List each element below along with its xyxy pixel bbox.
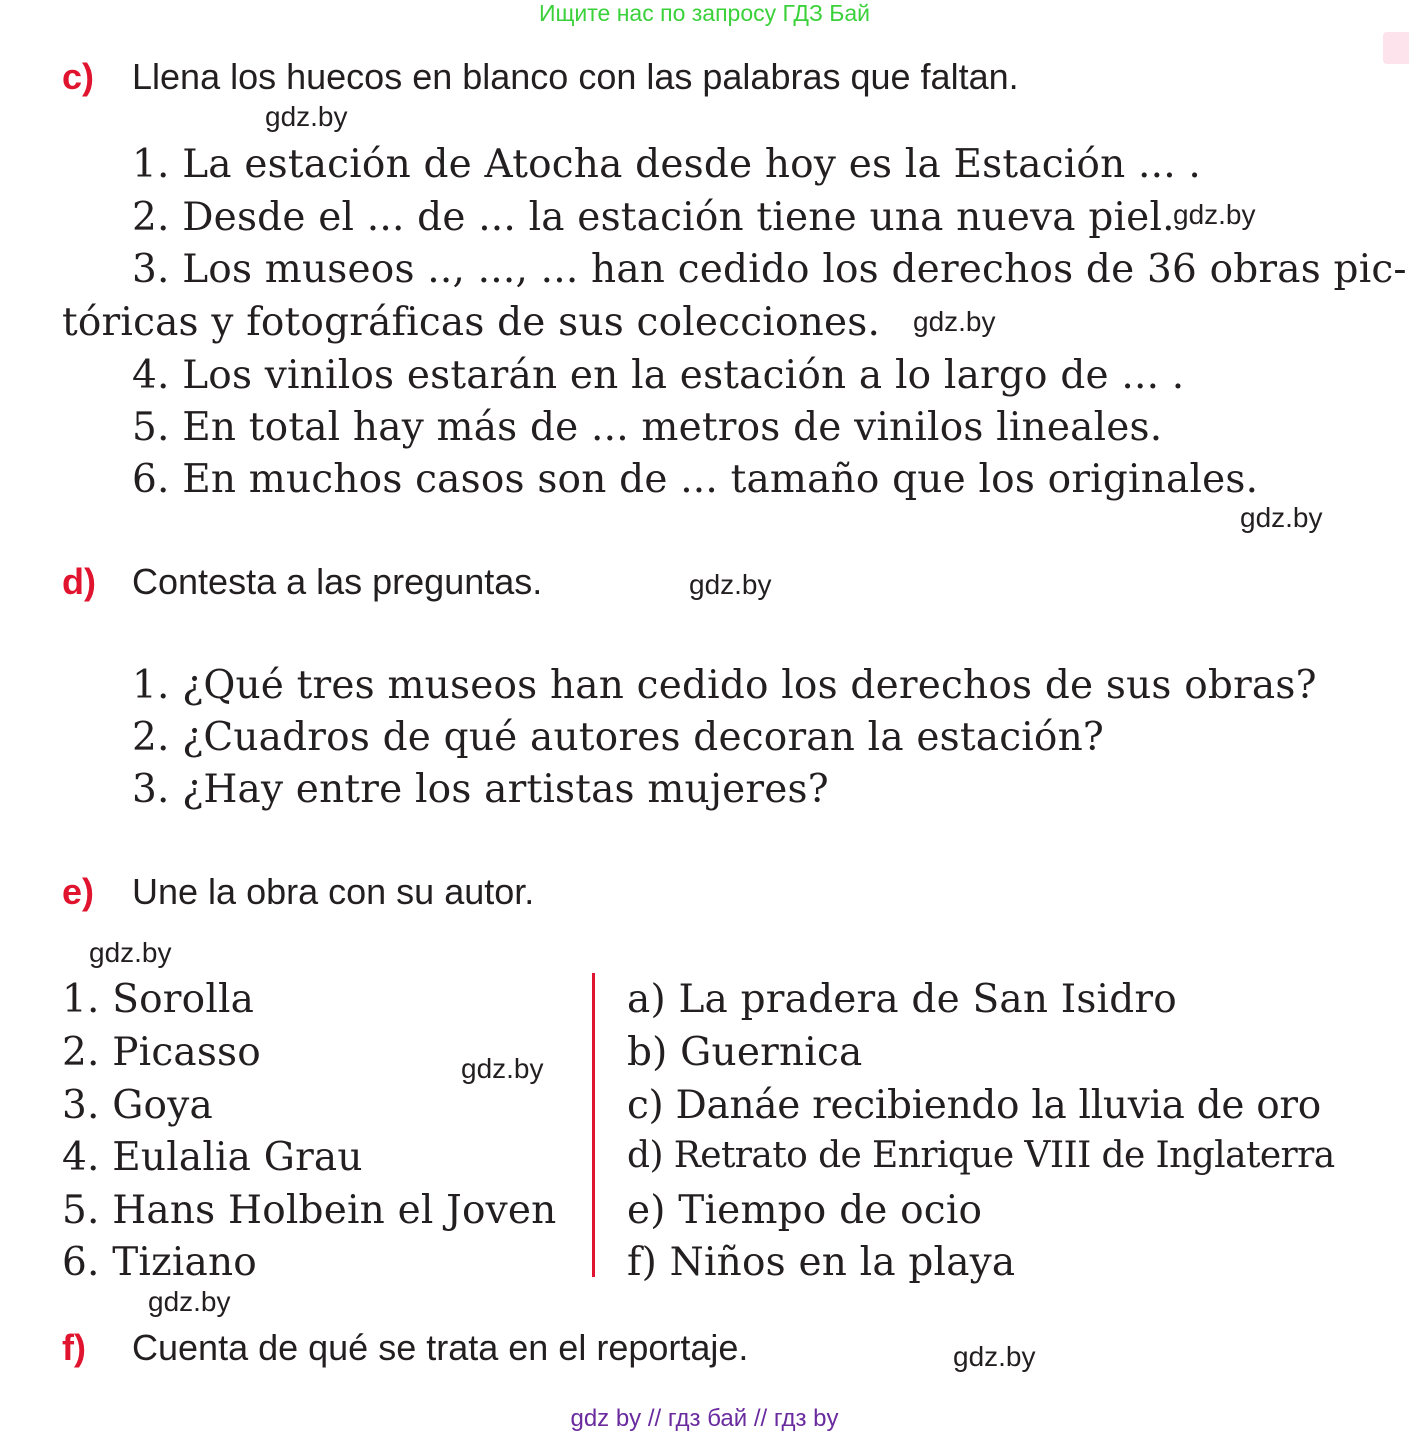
author-item: 4. Eulalia Grau (62, 1135, 363, 1180)
author-item: 1. Sorolla (62, 977, 255, 1022)
work-item: f) Niños en la playa (627, 1240, 1016, 1285)
work-item: c) Danáe recibiendo la lluvia de oro (627, 1083, 1321, 1128)
section-d-item-2: 2. ¿Cuadros de qué autores decoran la estación? (132, 715, 1105, 760)
watermark: gdz.by (913, 306, 996, 337)
section-c-item-4: 4. Los vinilos estarán en la estación a lo largo de ... . (132, 353, 1185, 398)
author-item: 2. Picasso (62, 1030, 261, 1075)
section-f-instruction: Cuenta de qué se trata en el reportaje. (132, 1327, 749, 1368)
section-c-item-2: 2. Desde el ... de ... la estación tiene una nueva piel. (132, 195, 1175, 240)
section-c-item-5: 5. En total hay más de ... metros de vinilos lineales. (132, 405, 1163, 450)
section-e-instruction: Une la obra con su autor. (132, 871, 535, 912)
section-d-letter: d) (62, 561, 96, 602)
watermark: gdz.by (89, 937, 172, 968)
work-item: b) Guernica (627, 1030, 863, 1075)
section-c-item-1: 1. La estación de Atocha desde hoy es la Estación ... . (132, 142, 1202, 187)
section-d-item-3: 3. ¿Hay entre los artistas mujeres? (132, 767, 829, 812)
footer-watermark: gdz by // гдз бай // гдз by (570, 1405, 839, 1432)
author-item: 3. Goya (62, 1083, 213, 1128)
section-e-letter: e) (62, 871, 95, 912)
section-c-item-3-cont: tóricas y fotográficas de sus colecciones. (62, 300, 881, 345)
watermark: gdz.by (148, 1286, 231, 1317)
section-f-letter: f) (62, 1327, 86, 1368)
watermark: gdz.by (1173, 199, 1256, 230)
section-c-item-6: 6. En muchos casos son de ... tamaño que los originales. (132, 457, 1259, 502)
column-divider (592, 973, 595, 1277)
corner-mark (1383, 32, 1409, 64)
top-banner: Ищите нас по запросу ГДЗ Бай (538, 0, 871, 26)
work-item: e) Tiempo de ocio (627, 1188, 983, 1233)
watermark: gdz.by (689, 569, 772, 600)
author-item: 5. Hans Holbein el Joven (62, 1188, 557, 1233)
section-c-item-3: 3. Los museos .., ..., ... han cedido los derechos de 36 obras pic- (132, 247, 1407, 292)
work-item: d) Retrato de Enrique VIII de Inglaterra (627, 1135, 1335, 1176)
section-d-item-1: 1. ¿Qué tres museos han cedido los derechos de sus obras? (132, 663, 1317, 708)
watermark: gdz.by (461, 1053, 544, 1084)
watermark: gdz.by (265, 101, 348, 132)
section-d-instruction: Contesta a las preguntas. (132, 561, 543, 602)
watermark: gdz.by (1240, 502, 1323, 533)
section-c-instruction: Llena los huecos en blanco con las palabras que faltan. (132, 56, 1019, 97)
work-item: a) La pradera de San Isidro (627, 977, 1177, 1022)
section-c-letter: c) (62, 56, 95, 97)
watermark: gdz.by (953, 1341, 1036, 1372)
author-item: 6. Tiziano (62, 1240, 257, 1285)
